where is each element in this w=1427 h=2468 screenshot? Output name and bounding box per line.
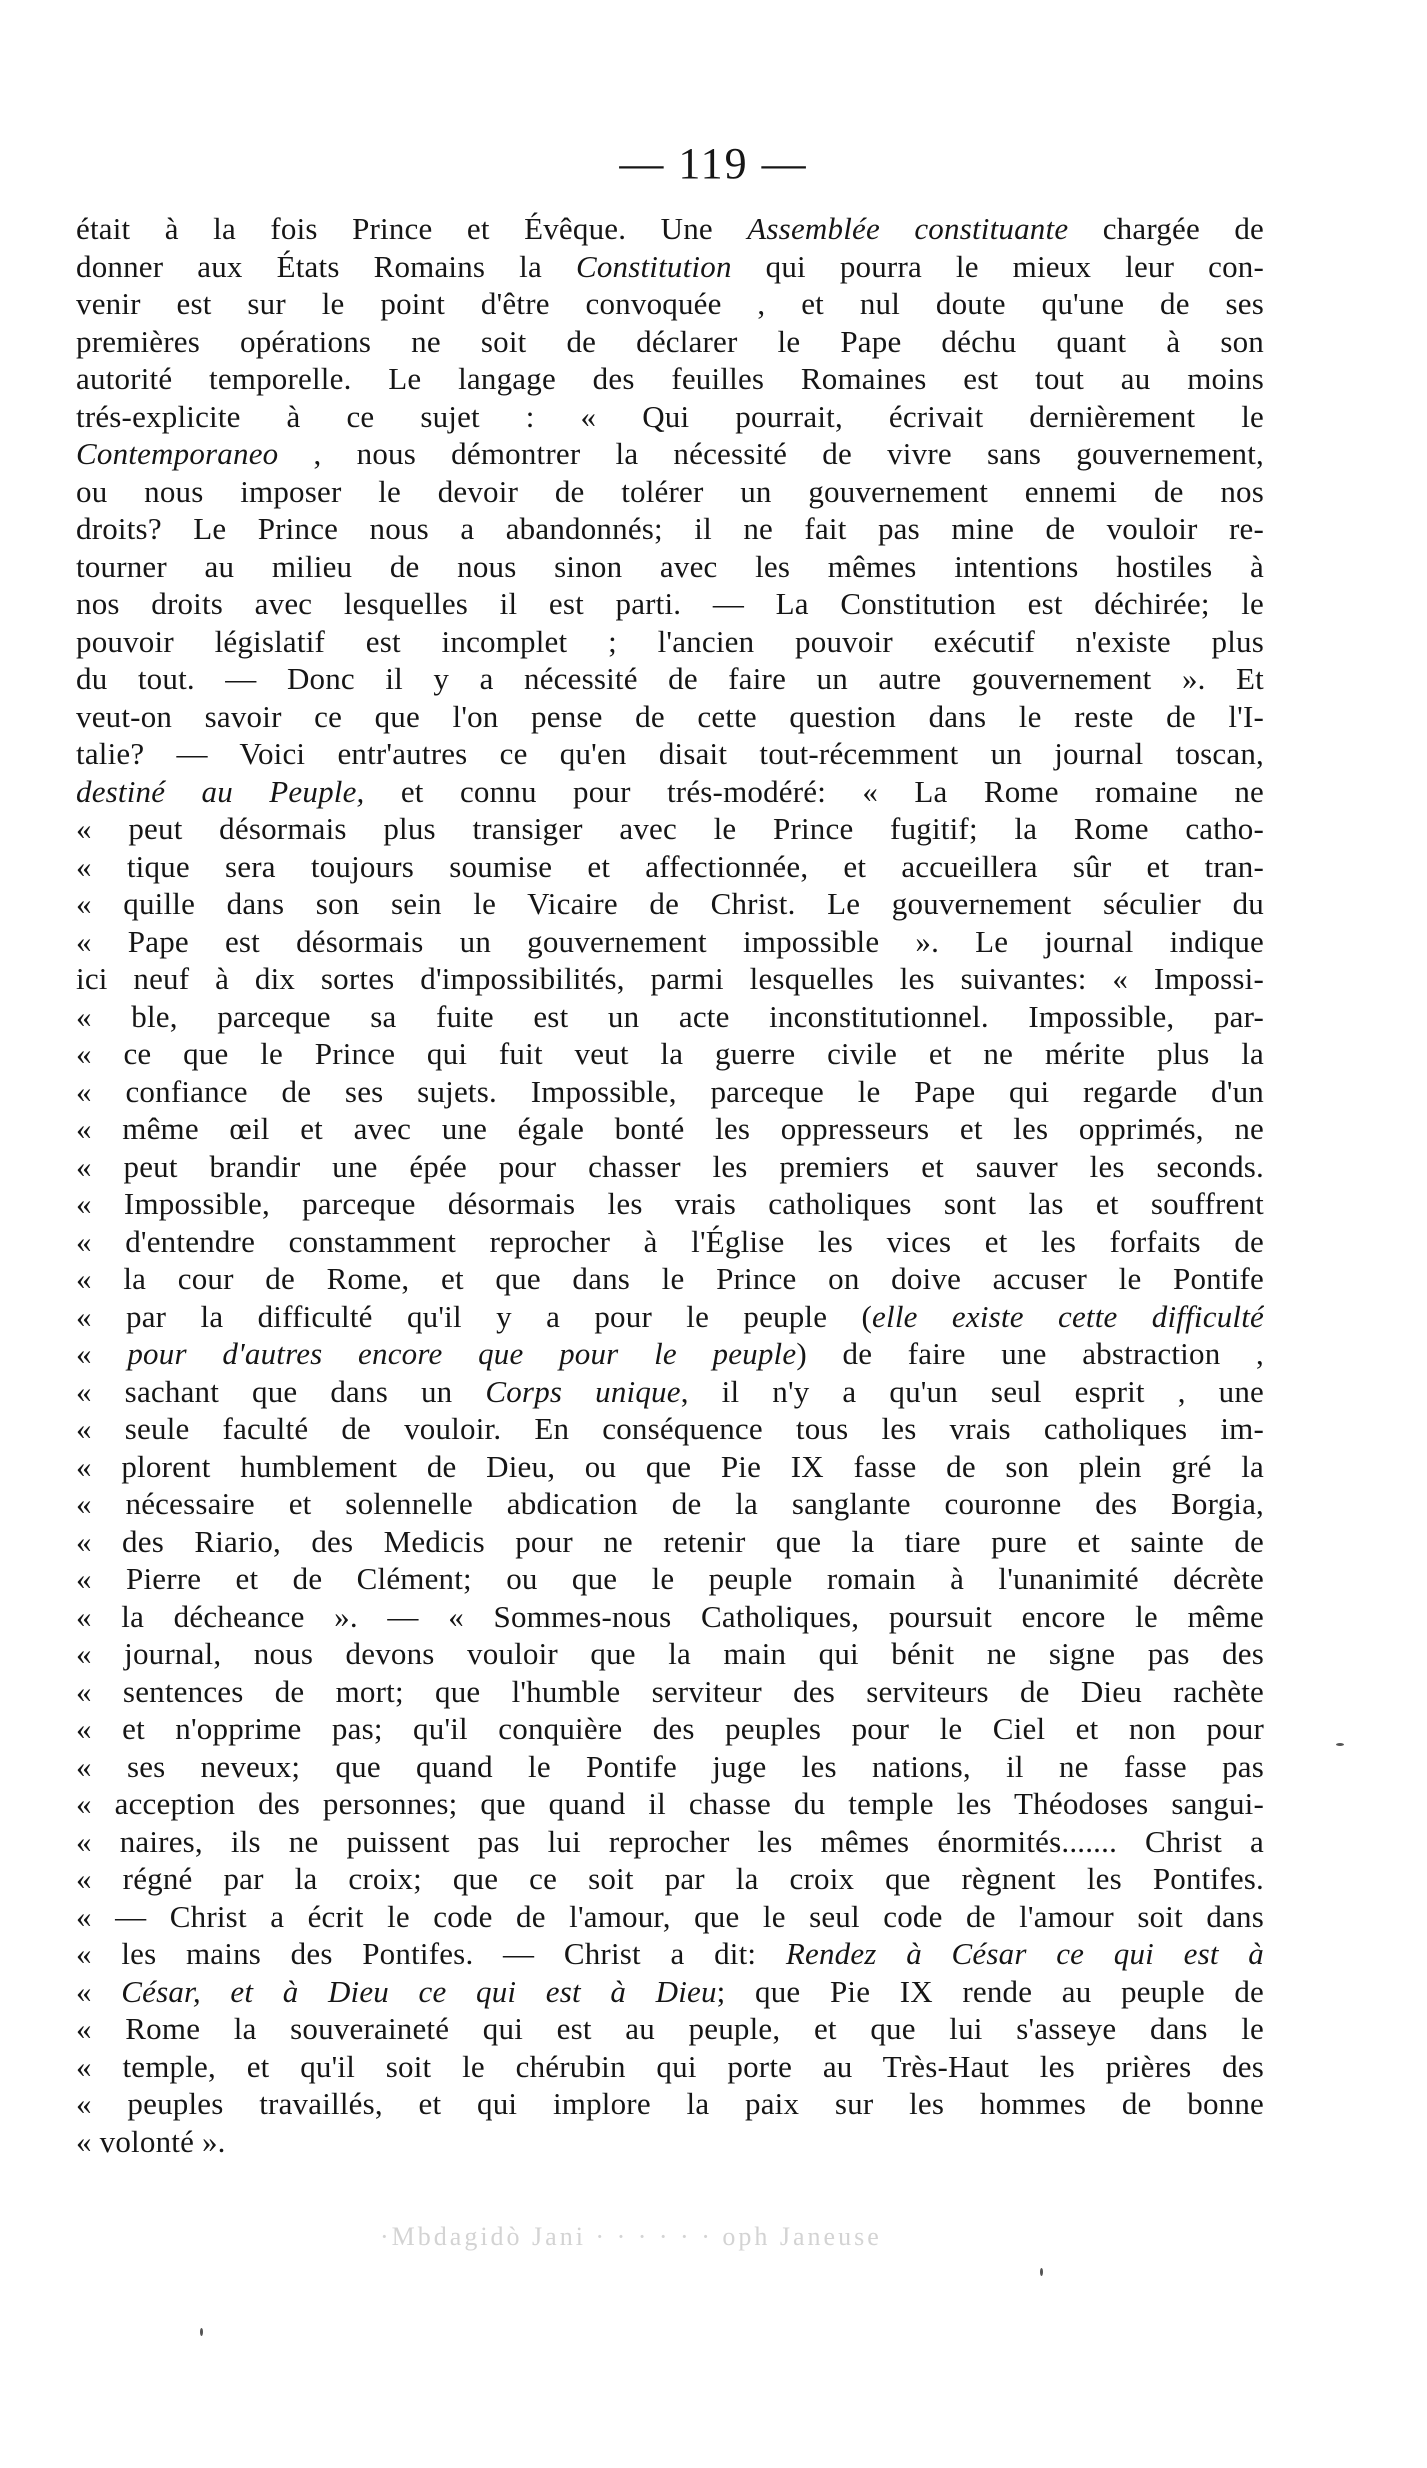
italic-emphasis: César, et à Dieu ce qui est à Dieu bbox=[121, 1973, 717, 2009]
text-line: premières opérations ne soit de déclarer le Pape déchu quant à son bbox=[76, 323, 1264, 359]
text-line: « peut brandir une épée pour chasser les premiers et sauver les seconds. bbox=[76, 1148, 1264, 1184]
text-line: « d'entendre constamment reprocher à l'Église les vices et les forfaits de bbox=[76, 1223, 1264, 1259]
text-line: autorité temporelle. Le langage des feuilles Romaines est tout au moins bbox=[76, 361, 1264, 396]
text-line: du tout. — Donc il y a nécessité de faire un autre gouvernement ». Et bbox=[76, 661, 1264, 696]
text-line: destiné au Peuple, et connu pour trés-modéré: « La Rome romaine ne bbox=[76, 773, 1264, 809]
italic-emphasis: Corps unique bbox=[485, 1373, 681, 1409]
italic-emphasis: elle existe cette difficulté bbox=[872, 1298, 1264, 1334]
text-line: nos droits avec lesquelles il est parti. — La Constitution est déchirée; le bbox=[76, 586, 1264, 621]
text-line: « César, et à Dieu ce qui est à Dieu; que Pie IX rende au peuple de bbox=[76, 1973, 1264, 2009]
text-line: « ce que le Prince qui fuit veut la guerre civile et ne mérite plus la bbox=[76, 1036, 1264, 1071]
text-line: Contemporaneo , nous démontrer la nécessité de vivre sans gouvernement, bbox=[76, 436, 1264, 471]
text-line: veut-on savoir ce que l'on pense de cette question dans le reste de l'I- bbox=[76, 698, 1264, 734]
text-line: talie? — Voici entr'autres ce qu'en disait tout-récemment un journal toscan, bbox=[76, 736, 1264, 771]
text-line: « Pape est désormais un gouvernement impossible ». Le journal indique bbox=[76, 923, 1264, 959]
text-line: était à la fois Prince et Évêque. Une Assemblée constituante chargée de bbox=[76, 211, 1264, 246]
italic-emphasis: Contemporaneo bbox=[76, 436, 279, 471]
text-line: « Impossible, parceque désormais les vrais catholiques sont las et souffrent bbox=[76, 1186, 1264, 1221]
text-line: « Rome la souveraineté qui est au peuple, et que lui s'asseye dans le bbox=[76, 2011, 1264, 2046]
italic-emphasis: destiné au Peuple, bbox=[76, 773, 365, 809]
text-line: « la décheance ». — « Sommes-nous Catholiques, poursuit encore le même bbox=[76, 1598, 1264, 1634]
text-line: « plorent humblement de Dieu, ou que Pie IX fasse de son plein gré la bbox=[76, 1448, 1264, 1484]
text-line: « volonté ». bbox=[76, 2123, 226, 2159]
text-line: « régné par la croix; que ce soit par la croix que règnent les Pontifes. bbox=[76, 1861, 1264, 1896]
text-line: « peut désormais plus transiger avec le Prince fugitif; la Rome catho- bbox=[76, 811, 1264, 846]
text-line: « sachant que dans un Corps unique, il n'y a qu'un seul esprit , une bbox=[76, 1373, 1264, 1409]
text-line: « temple, et qu'il soit le chérubin qui porte au Très-Haut les prières des bbox=[76, 2048, 1264, 2084]
text-line: « confiance de ses sujets. Impossible, parceque le Pape qui regarde d'un bbox=[76, 1073, 1264, 1109]
text-line: « et n'opprime pas; qu'il conquière des peuples pour le Ciel et non pour bbox=[76, 1711, 1264, 1746]
text-line: « naires, ils ne puissent pas lui reprocher les mêmes énormités....... Christ a bbox=[76, 1823, 1264, 1859]
faint-bleed-through-mark: ·Mbdagidò Jani · · · · · · oph Janeuse bbox=[380, 2222, 882, 2251]
text-line: « ses neveux; que quand le Pontife juge les nations, il ne fasse pas bbox=[76, 1748, 1264, 1784]
scan-speck bbox=[200, 2328, 203, 2336]
text-line: « ble, parceque sa fuite est un acte inconstitutionnel. Impossible, par- bbox=[76, 998, 1264, 1034]
text-line: pouvoir législatif est incomplet ; l'ancien pouvoir exécutif n'existe plus bbox=[76, 623, 1264, 659]
text-line: trés-explicite à ce sujet : « Qui pourrait, écrivait dernièrement le bbox=[76, 398, 1264, 434]
text-line: donner aux États Romains la Constitution qui pourra le mieux leur con- bbox=[76, 248, 1264, 284]
text-line: « des Riario, des Medicis pour ne retenir que la tiare pure et sainte de bbox=[76, 1523, 1264, 1559]
text-line: ici neuf à dix sortes d'impossibilités, parmi lesquelles les suivantes: « Impossi- bbox=[76, 961, 1264, 996]
text-line: « les mains des Pontifes. — Christ a dit: Rendez à César ce qui est à bbox=[76, 1936, 1264, 1971]
text-line: ou nous imposer le devoir de tolérer un gouvernement ennemi de nos bbox=[76, 473, 1264, 509]
text-line: « Pierre et de Clément; ou que le peuple romain à l'unanimité décrète bbox=[76, 1561, 1264, 1596]
text-line: venir est sur le point d'être convoquée , et nul doute qu'une de ses bbox=[76, 286, 1264, 321]
text-line: « — Christ a écrit le code de l'amour, que le seul code de l'amour soit dans bbox=[76, 1898, 1264, 1934]
text-line: « même œil et avec une égale bonté les oppresseurs et les opprimés, ne bbox=[76, 1111, 1264, 1146]
italic-emphasis: Constitution bbox=[575, 248, 732, 284]
scan-speck bbox=[1040, 2268, 1043, 2276]
scan-speck bbox=[1336, 1743, 1344, 1746]
text-line: « peuples travaillés, et qui implore la paix sur les hommes de bonne bbox=[76, 2086, 1264, 2121]
text-line: « la cour de Rome, et que dans le Prince on doive accuser le Pontife bbox=[76, 1261, 1264, 1296]
text-line: « par la difficulté qu'il y a pour le peuple (elle existe cette difficulté bbox=[76, 1298, 1264, 1334]
text-line: « nécessaire et solennelle abdication de la sanglante couronne des Borgia, bbox=[76, 1486, 1264, 1521]
italic-emphasis: Assemblée constituante bbox=[747, 211, 1069, 246]
page-number: — 119 — bbox=[619, 139, 808, 188]
body-text bbox=[76, 210, 1264, 2160]
text-line: « seule faculté de vouloir. En conséquence tous les vrais catholiques im- bbox=[76, 1411, 1264, 1446]
text-line: « tique sera toujours soumise et affectionnée, et accueillera sûr et tran- bbox=[76, 848, 1264, 884]
italic-emphasis: pour d'autres encore que pour le peuple bbox=[127, 1336, 797, 1371]
text-line: tourner au milieu de nous sinon avec les mêmes intentions hostiles à bbox=[76, 548, 1264, 584]
text-line: « sentences de mort; que l'humble serviteur des serviteurs de Dieu rachète bbox=[76, 1673, 1264, 1709]
text-line: droits? Le Prince nous a abandonnés; il ne fait pas mine de vouloir re- bbox=[76, 511, 1264, 546]
text-line: « quille dans son sein le Vicaire de Christ. Le gouvernement séculier du bbox=[76, 886, 1264, 921]
text-line: « pour d'autres encore que pour le peuple) de faire une abstraction , bbox=[76, 1336, 1264, 1371]
italic-emphasis: Rendez à César ce qui est à bbox=[785, 1936, 1264, 1971]
text-line: « journal, nous devons vouloir que la main qui bénit ne signe pas des bbox=[76, 1636, 1264, 1671]
text-line: « acception des personnes; que quand il chasse du temple les Théodoses sangui- bbox=[76, 1786, 1264, 1821]
